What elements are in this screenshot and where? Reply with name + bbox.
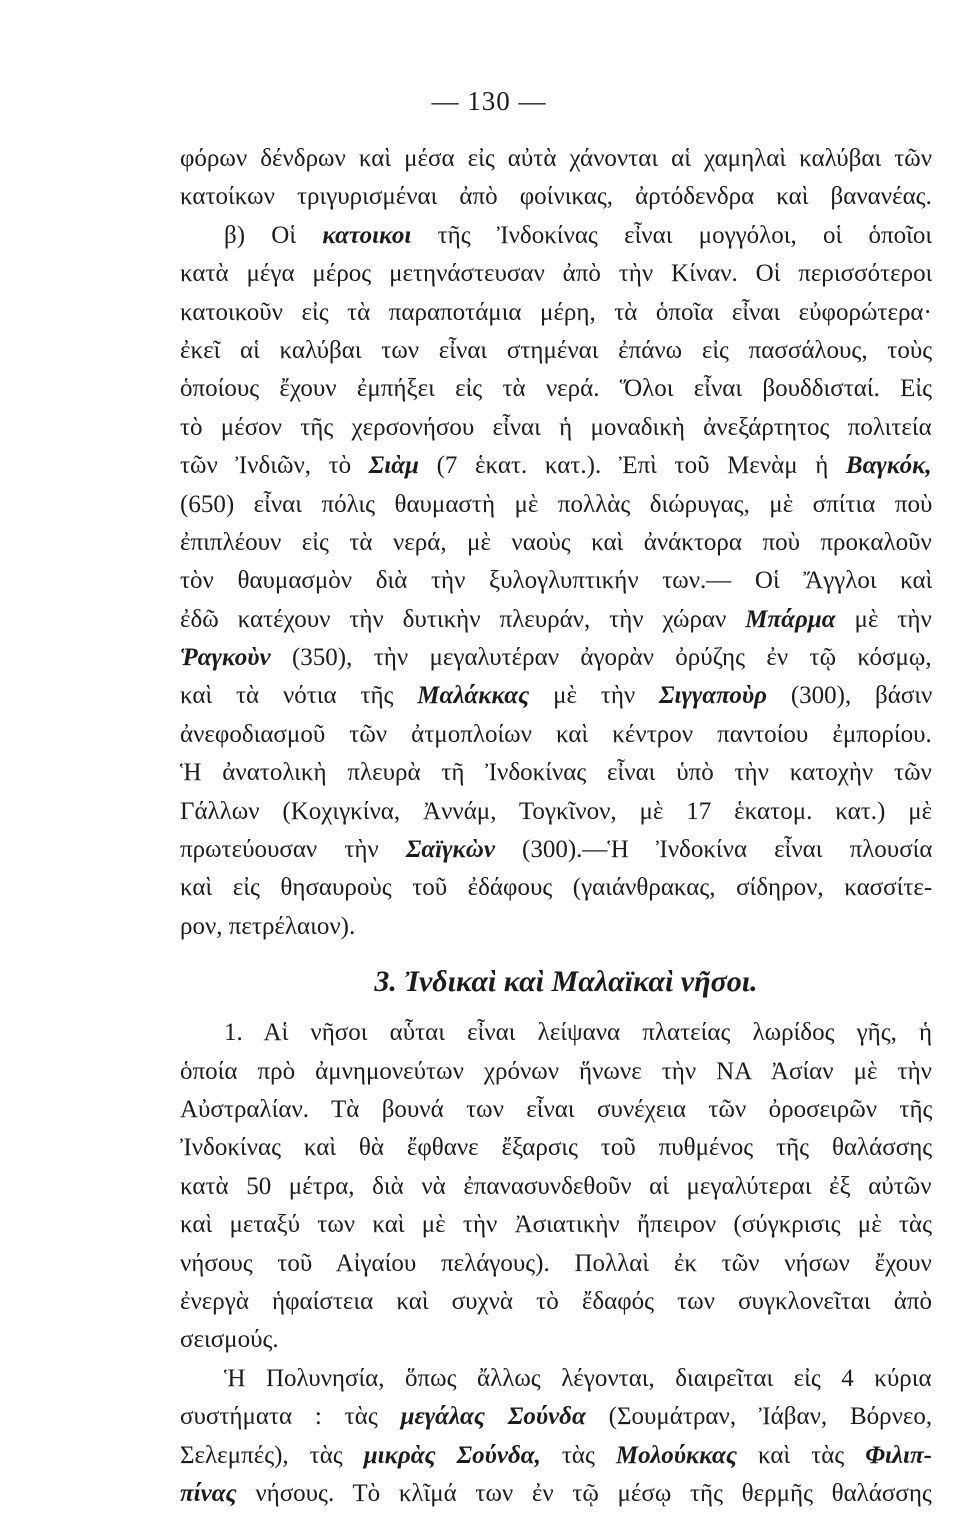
text-line: [180, 1206, 932, 1244]
text-line: [180, 716, 932, 754]
text-line: [180, 908, 932, 946]
line-text: Ῥαγκοὺν (350), τὴν μεγαλυτέραν ἀγορὰν ὀρύζης ἐν τῷ κόσμῳ,: [180, 644, 932, 672]
text-line: [180, 1014, 932, 1052]
line-text: σεισμούς.: [180, 1326, 279, 1354]
bold-term: μεγάλας Σούνδα: [400, 1403, 586, 1431]
text-line: [180, 1437, 932, 1475]
line-text: φόρων δένδρων καὶ μέσα εἰς αὐτὰ χάνονται αἱ χαμηλαὶ καλύβαι τῶν: [180, 145, 932, 172]
line-text: ὁποίους ἔχουν ἐμπήξει εἰς τὰ νερά. Ὅλοι εἶναι βουδδισταί. Εἰς: [180, 375, 932, 403]
bold-term: Φιλιπ-: [865, 1441, 932, 1469]
line-text: κατὰ 50 μέτρα, διὰ νὰ ἐπανασυνδεθοῦν αἱ μεγαλύτεραι ἐξ αὐτῶν: [180, 1172, 932, 1200]
line-text: πρωτεύουσαν τὴν Σαϊγκὼν (300).—Ἡ Ἰνδοκίνα εἶναι πλουσία: [180, 836, 932, 864]
text-line: [180, 1091, 932, 1129]
text-line: [180, 601, 932, 639]
line-text: Αὐστραλίαν. Τὰ βουνά των εἶναι συνέχεια τῶν ὀροσειρῶν τῆς: [180, 1095, 932, 1123]
line-text: Γάλλων (Κοχιγκίνα, Ἀννάμ, Τογκῖνον, μὲ 17 ἑκατομ. κατ.) μὲ: [180, 797, 932, 825]
text-line: [180, 294, 932, 332]
text-line: [180, 754, 932, 792]
line-text: Σελεμπές), τὰς μικρὰς Σούνδα, τὰς Μολούκκας καὶ τὰς Φιλιπ-: [180, 1441, 932, 1469]
text-line: [180, 332, 932, 370]
line-text: ἀνεφοδιασμοῦ τῶν ἀτμοπλοίων καὶ κέντρον παντοίου ἐμπορίου.: [180, 720, 932, 748]
line-text: ἐπιπλέουν εἰς τὰ νερά, μὲ ναοὺς καὶ ἀνάκτορα ποὺ προκαλοῦν: [180, 528, 932, 556]
text-line: [180, 1283, 932, 1321]
text-line: [180, 677, 932, 715]
text-line: [180, 178, 932, 216]
text-line: [180, 562, 932, 600]
text-line: [180, 831, 932, 869]
page-number: — 130 —: [431, 86, 547, 116]
line-text: πίνας νήσους. Τὸ κλῖμά των ἐν τῷ μέσῳ τῆς θερμῆς θαλάσσης: [180, 1479, 932, 1507]
bold-term: μικρὰς Σούνδα,: [363, 1441, 541, 1469]
line-text: νήσους τοῦ Αἰγαίου πελάγους). Πολλαὶ ἐκ τῶν νήσων ἔχουν: [180, 1249, 932, 1277]
line-text: Ἡ ἀνατολικὴ πλευρὰ τῆ Ἰνδοκίνας εἶναι ὑπὸ τὴν κατοχὴν τῶν: [180, 759, 932, 787]
line-text: (650) εἶναι πόλις θαυμαστὴ μὲ πολλὰς διώρυγας, μὲ σπίτια ποὺ: [180, 490, 932, 518]
line-text: β) Οἱ κατοικοι τῆς Ἰνδοκίνας εἶναι μογγόλοι, οἱ ὁποῖοι: [224, 221, 932, 249]
line-text: ρον, πετρέλαιον).: [180, 912, 356, 940]
line-text: ἐδῶ κατέχουν τὴν δυτικὴν πλευράν, τὴν χώραν Μπάρμα μὲ τὴν: [180, 605, 932, 633]
bold-term: κατοικοι: [322, 221, 412, 249]
bold-term: Μαλάκκας: [417, 682, 530, 710]
bold-term: Μπάρμα: [745, 605, 836, 633]
text-line: [180, 1168, 932, 1206]
line-text: τὸν θαυμασμὸν διὰ τὴν ξυλογλυπτικήν των.— Οἱ Ἄγγλοι καὶ: [180, 567, 932, 595]
line-text: καὶ τὰ νότια τῆς Μαλάκκας μὲ τὴν Σιγγαποὺρ (300), βάσιν: [180, 682, 932, 710]
text-line: [180, 217, 932, 255]
text-line: [180, 409, 932, 447]
line-text: καὶ εἰς θησαυροὺς τοῦ ἐδάφους (γαιάνθρακας, σίδηρον, κασσίτε-: [180, 874, 932, 902]
line-text: ὁποία πρὸ ἀμνημονεύτων χρόνων ἥνωνε τὴν ΝΑ Ἀσίαν μὲ τὴν: [180, 1057, 932, 1085]
line-text: τῶν Ἰνδιῶν, τὸ Σιὰμ (7 ἑκατ. κατ.). Ἐπὶ τοῦ Μενὰμ ἡ Βαγκόκ,: [180, 452, 932, 480]
line-text: κατοικοῦν εἰς τὰ παραποτάμια μέρη, τὰ ὁποῖα εἶναι εὐφορώτερα·: [180, 298, 932, 326]
line-text: κατὰ μέγα μέρος μετηνάστευσαν ἀπὸ τὴν Κίναν. Οἱ περισσότεροι: [180, 260, 932, 288]
bold-term: Μολούκκας: [615, 1441, 738, 1469]
line-text: συστήματα : τὰς μεγάλας Σούνδα (Σουμάτραν, Ἰάβαν, Βόρνεο,: [180, 1403, 932, 1431]
text-line: [180, 447, 932, 485]
bold-term: Σιγγαποὺρ: [659, 682, 768, 710]
text-line: [180, 1245, 932, 1283]
text-line: [180, 1398, 932, 1436]
text-line: [180, 1129, 932, 1167]
text-line: [180, 524, 932, 562]
text-line: [180, 1360, 932, 1398]
line-text: καὶ μεταξύ των καὶ μὲ τὴν Ἀσιατικὴν ἤπειρον (σύγκρισις μὲ τὰς: [180, 1211, 932, 1239]
bold-term: Σιὰμ: [368, 452, 419, 480]
line-text: ἐνεργὰ ἡφαίστεια καὶ συχνὰ τὸ ἔδαφός των συγκλονεῖται ἀπὸ: [180, 1287, 932, 1315]
text-line: [180, 869, 932, 907]
bold-term: Ῥαγκοὺν: [180, 644, 271, 672]
text-line: [180, 793, 932, 831]
section-heading: 3. Ἰνδικαὶ καὶ Μαλαϊκαὶ νῆσοι.: [374, 965, 758, 999]
line-text: τὸ μέσον τῆς χερσονήσου εἶναι ἡ μοναδικὴ ἀνεξάρτητος πολιτεία: [180, 413, 932, 441]
bold-term: Βαγκόκ,: [845, 452, 932, 480]
line-text: Ἰνδοκίνας καὶ θὰ ἔφθανε ἔξαρσις τοῦ πυθμένος τῆς θαλάσσης: [180, 1134, 932, 1162]
text-line: [180, 486, 932, 524]
line-text: κατοίκων τριγυρισμέναι ἀπὸ φοίνικας, ἀρτόδενδρα καὶ βανανέας.: [180, 183, 932, 211]
line-text: Ἡ Πολυνησία, ὅπως ἄλλως λέγονται, διαιρεῖται εἰς 4 κύρια: [224, 1364, 932, 1392]
line-text: 1. Αἱ νῆσοι αὗται εἶναι λείψανα πλατείας λωρίδος γῆς, ἡ: [224, 1019, 932, 1047]
text-line: [180, 1475, 932, 1513]
text-line: [180, 255, 932, 293]
bold-term: πίνας: [180, 1479, 237, 1507]
line-text: ἐκεῖ αἱ καλύβαι των εἶναι στημέναι ἐπάνω εἰς πασσάλους, τοὺς: [180, 336, 932, 364]
text-line: [180, 370, 932, 408]
text-line: [180, 1053, 932, 1091]
text-line: [180, 639, 932, 677]
bold-term: Σαϊγκὼν: [405, 836, 495, 864]
text-line: [180, 140, 932, 178]
text-line: [180, 1321, 932, 1359]
body-text: [180, 140, 932, 1513]
